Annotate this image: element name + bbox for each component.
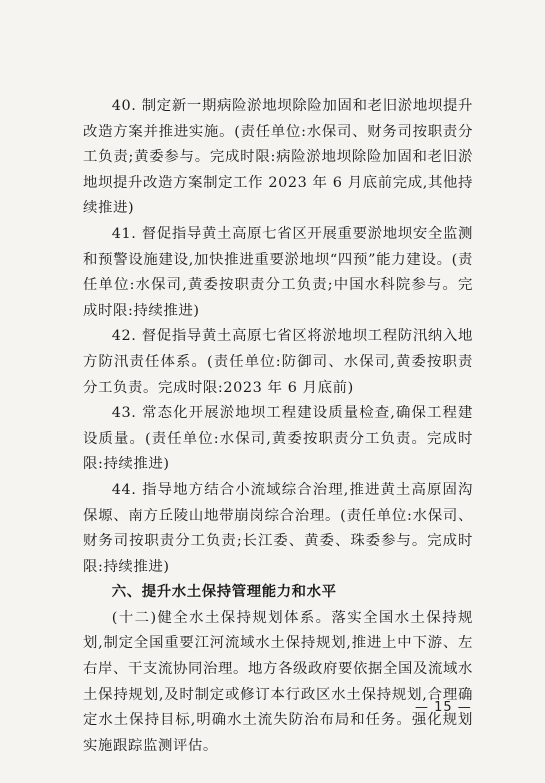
- section-heading: 六、提升水土保持管理能力和水平: [111, 584, 337, 601]
- paragraph-item-43: 43. 常态化开展淤地坝工程建设质量检查,确保工程建设质量。(责任单位:水保司,黄委按职责分工负责。完成时限:持续推进): [83, 405, 473, 473]
- paragraph-item-44: 44. 指导地方结合小流域综合治理,推进黄土高原固沟保塬、南方丘陵山地带崩岗综合治理。(责任单位:水保司、财务司按职责分工负责;长江委、黄委、珠委参与。完成时限:持续推进): [83, 481, 473, 575]
- section-paragraph: (十二)健全水土保持规划体系。落实全国水土保持规划,制定全国重要江河流域水土保持规划,推进上中下游、左右岸、干支流协同治理。地方各级政府要依据全国及流域水土保持规划,及时制定或修订本行政区水土保持规划,合理确定水土保持目标,明确水土流失防治布局和任务。强化规划实施跟踪监测评估。: [83, 609, 473, 754]
- paragraph-item-40: 40. 制定新一期病险淤地坝除险加固和老旧淤地坝提升改造方案并推进实施。(责任单位:水保司、财务司按职责分工负责;黄委参与。完成时限:病险淤地坝除险加固和老旧淤地坝提升改造方案制定工作 2023 年 6 月底前完成,其他持续推进): [83, 98, 473, 217]
- document-body: [83, 94, 473, 759]
- paragraph-item-41: 41. 督促指导黄土高原七省区开展重要淤地坝安全监测和预警设施建设,加快推进重要淤地坝“四预”能力建设。(责任单位:水保司,黄委按职责分工负责;中国水科院参与。完成时限:持续推进): [83, 225, 473, 319]
- page-number: — 15 —: [415, 700, 472, 715]
- paragraph-item-42: 42. 督促指导黄土高原七省区将淤地坝工程防汛纳入地方防汛责任体系。(责任单位:防御司、水保司,黄委按职责分工负责。完成时限:2023 年 6 月底前): [83, 328, 473, 396]
